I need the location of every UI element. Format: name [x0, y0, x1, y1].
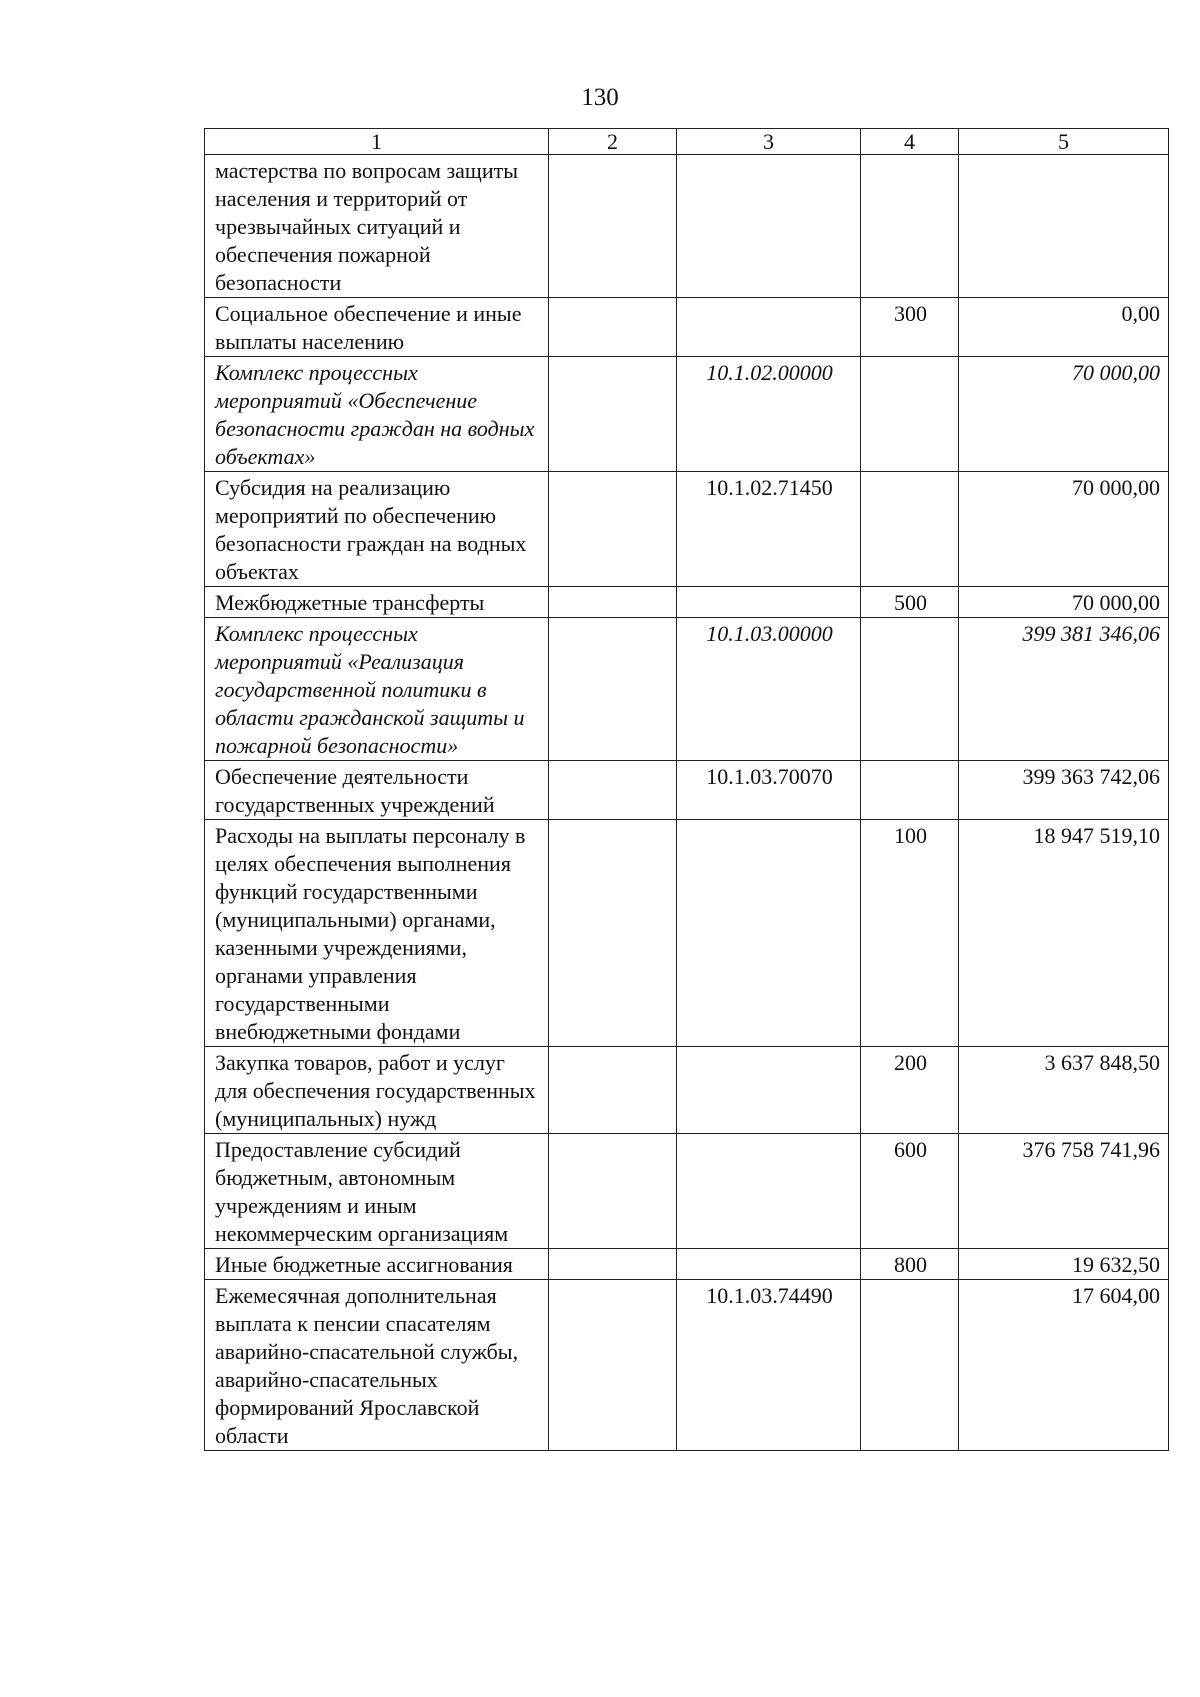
column-2-cell [549, 357, 677, 472]
item-name-cell: Предоставление субсидий бюджетным, автономным учреждениям и иным некоммерческим организациям [205, 1134, 549, 1249]
item-name-cell: Межбюджетные трансферты [205, 587, 549, 618]
expense-type-cell: 800 [861, 1249, 959, 1280]
expense-type-cell [861, 155, 959, 298]
table-row [205, 587, 1169, 618]
target-code-cell: 10.1.03.70070 [677, 761, 861, 820]
page-number: 130 [581, 84, 619, 111]
header-row [205, 129, 1169, 155]
budget-table [204, 128, 1169, 1451]
column-2-cell [549, 761, 677, 820]
target-code-cell [677, 820, 861, 1047]
expense-type-cell: 500 [861, 587, 959, 618]
expense-type-cell [861, 618, 959, 761]
table-row [205, 1249, 1169, 1280]
column-2-cell [549, 472, 677, 587]
table-row [205, 618, 1169, 761]
table-row [205, 472, 1169, 587]
table-row [205, 298, 1169, 357]
item-name-cell: Обеспечение деятельности государственных учреждений [205, 761, 549, 820]
item-name-cell: Ежемесячная дополнительная выплата к пенсии спасателям аварийно-спасательной службы, аварийно-спасательных формирований Ярославской области [205, 1280, 549, 1451]
column-2-cell [549, 587, 677, 618]
amount-cell: 0,00 [959, 298, 1169, 357]
amount-cell: 70 000,00 [959, 472, 1169, 587]
expense-type-cell: 100 [861, 820, 959, 1047]
target-code-cell [677, 1249, 861, 1280]
amount-cell: 3 637 848,50 [959, 1047, 1169, 1134]
table-row [205, 761, 1169, 820]
target-code-cell [677, 298, 861, 357]
expense-type-cell: 300 [861, 298, 959, 357]
column-2-cell [549, 1134, 677, 1249]
table-header [205, 129, 1169, 155]
column-2-cell [549, 155, 677, 298]
target-code-cell [677, 1134, 861, 1249]
item-name-cell: Закупка товаров, работ и услуг для обеспечения государственных (муниципальных) нужд [205, 1047, 549, 1134]
item-name-cell: Расходы на выплаты персоналу в целях обеспечения выполнения функций государственными (муниципальными) органами, казенными учреждениями, органами управления государственными внебюджетными фондами [205, 820, 549, 1047]
amount-cell: 70 000,00 [959, 587, 1169, 618]
target-code-cell: 10.1.02.71450 [677, 472, 861, 587]
amount-cell: 399 363 742,06 [959, 761, 1169, 820]
amount-cell: 376 758 741,96 [959, 1134, 1169, 1249]
column-header: 4 [861, 129, 959, 155]
amount-cell: 18 947 519,10 [959, 820, 1169, 1047]
item-name-cell: Субсидия на реализацию мероприятий по обеспечению безопасности граждан на водных объектах [205, 472, 549, 587]
column-2-cell [549, 1280, 677, 1451]
target-code-cell [677, 155, 861, 298]
item-name-cell: Социальное обеспечение и иные выплаты населению [205, 298, 549, 357]
column-2-cell [549, 618, 677, 761]
amount-cell: 19 632,50 [959, 1249, 1169, 1280]
column-header: 3 [677, 129, 861, 155]
column-2-cell [549, 820, 677, 1047]
item-name-cell: мастерства по вопросам защиты населения и территорий от чрезвычайных ситуаций и обеспечения пожарной безопасности [205, 155, 549, 298]
table-row [205, 1047, 1169, 1134]
expense-type-cell: 200 [861, 1047, 959, 1134]
table-row [205, 820, 1169, 1047]
table-row [205, 357, 1169, 472]
column-header: 1 [205, 129, 549, 155]
table-row [205, 1134, 1169, 1249]
target-code-cell [677, 587, 861, 618]
amount-cell [959, 155, 1169, 298]
amount-cell: 70 000,00 [959, 357, 1169, 472]
item-name-cell: Комплекс процессных мероприятий «Обеспечение безопасности граждан на водных объектах» [205, 357, 549, 472]
expense-type-cell [861, 1280, 959, 1451]
column-header: 5 [959, 129, 1169, 155]
column-2-cell [549, 1249, 677, 1280]
column-2-cell [549, 1047, 677, 1134]
expense-type-cell: 600 [861, 1134, 959, 1249]
target-code-cell: 10.1.03.00000 [677, 618, 861, 761]
target-code-cell [677, 1047, 861, 1134]
target-code-cell: 10.1.02.00000 [677, 357, 861, 472]
column-2-cell [549, 298, 677, 357]
amount-cell: 399 381 346,06 [959, 618, 1169, 761]
table-row [205, 1280, 1169, 1451]
item-name-cell: Комплекс процессных мероприятий «Реализация государственной политики в области гражданской защиты и пожарной безопасности» [205, 618, 549, 761]
table-body [205, 155, 1169, 1451]
amount-cell: 17 604,00 [959, 1280, 1169, 1451]
expense-type-cell [861, 472, 959, 587]
target-code-cell: 10.1.03.74490 [677, 1280, 861, 1451]
item-name-cell: Иные бюджетные ассигнования [205, 1249, 549, 1280]
table-row [205, 155, 1169, 298]
expense-type-cell [861, 761, 959, 820]
expense-type-cell [861, 357, 959, 472]
column-header: 2 [549, 129, 677, 155]
